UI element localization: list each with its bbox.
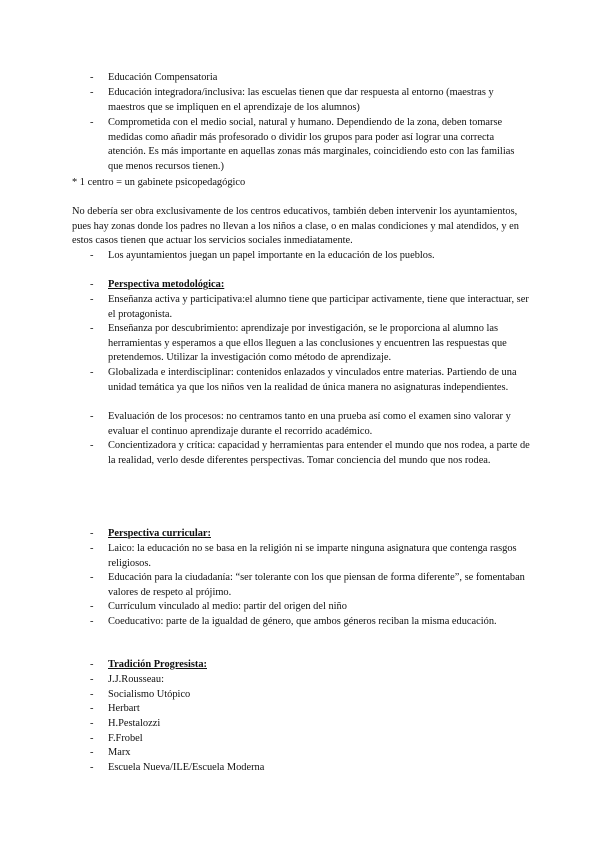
list-item: - Herbart [90, 703, 140, 714]
section-heading: - Perspectiva curricular: [90, 528, 211, 539]
list-item: - Currículum vinculado al medio: partir del origen del niño [90, 601, 347, 612]
list-item: - Enseñanza por descubrimiento: aprendizaje por investigación, se le proporciona al alumno las herramientas y esperamos a que ellos lleguen a las conclusiones y encuentren las respuestas que pretendemos. Utilizar la investigación como método de aprendizaje. [90, 323, 507, 364]
list-item: - Comprometida con el medio social, natural y humano. Dependiendo de la zona, deben tomarse medidas como añadir más profesorado o dividir los grupos para poder así lograr una correcta atención. Es más importante en aquellas zonas más marginales, coincidiendo esto con las familias que menos recursos tienen.) [90, 117, 515, 172]
list-item: - Socialismo Utópico [90, 689, 191, 700]
list-item: - Escuela Nueva/ILE/Escuela Moderna [90, 762, 265, 773]
section-heading: - Perspectiva metodológica: [90, 279, 225, 290]
footnote: * 1 centro = un gabinete psicopedagógico [72, 177, 246, 188]
list-item: - Coeducativo: parte de la igualdad de género, que ambos géneros reciban la misma educación. [90, 616, 497, 627]
list-item: - Marx [90, 747, 131, 758]
list-item: - H.Pestalozzi [90, 718, 161, 729]
paragraph: No debería ser obra exclusivamente de los centros educativos, también deben intervenir los ayuntamientos, pues hay zonas donde los padres no llevan a los niños a clase, o en malas condiciones y mal atendidos, y en estos casos tienen que actuar los servicios sociales inmediatamente. [72, 206, 519, 247]
section-heading: - Tradición Progresista: [90, 659, 207, 670]
list-item: - Educación Compensatoria [90, 72, 218, 83]
list-item: - Globalizada e interdisciplinar: contenidos enlazados y vinculados entre materias. Partiendo de una unidad temática ya que los niños ven la realidad de única manera no asignaturas independientes. [90, 367, 517, 393]
list-item: - Evaluación de los procesos: no centramos tanto en una prueba así como el examen sino valorar y evaluar el continuo aprendizaje durante el recorrido académico. [90, 411, 511, 437]
list-item: - Los ayuntamientos juegan un papel importante en la educación de los pueblos. [90, 250, 435, 261]
list-item: - F.Frobel [90, 733, 143, 744]
list-item: - Enseñanza activa y participativa:el alumno tiene que participar activamente, tiene que interactuar, ser el protagonista. [90, 294, 529, 320]
list-item: - Laico: la educación no se basa en la religión ni se imparte ninguna asignatura que contenga rasgos religiosos. [90, 543, 517, 569]
list-item: - Concientizadora y crítica: capacidad y herramientas para entender el mundo que nos rodea, a parte de la realidad, verlo desde diferentes perspectivas. Tomar conciencia del mundo que nos rodea. [90, 440, 530, 466]
list-item: - Educación integradora/inclusiva: las escuelas tienen que dar respuesta al entorno (maestras y maestros que se impliquen en el aprendizaje de los alumnos) [90, 87, 494, 113]
list-item: - Educación para la ciudadanía: “ser tolerante con los que piensan de forma diferente”, se fomentaban valores de respeto al prójimo. [90, 572, 525, 598]
list-item: - J.J.Rousseau: [90, 674, 164, 685]
